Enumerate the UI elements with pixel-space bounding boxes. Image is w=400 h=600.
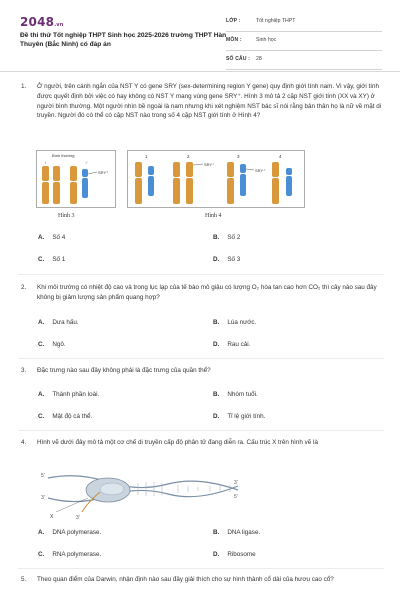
- option-b[interactable]: [213, 390, 258, 399]
- option-letter: D.: [213, 341, 220, 348]
- label-x: X: [50, 514, 54, 520]
- question-1: [18, 82, 384, 121]
- option-text: Số 4: [52, 234, 66, 241]
- fig4-number: 1: [145, 154, 148, 159]
- option-letter: B.: [213, 319, 220, 326]
- meta-label: SỐ CÂU :: [226, 56, 251, 63]
- option-letter: C.: [38, 551, 45, 558]
- option-c[interactable]: [38, 340, 66, 349]
- question-text: Khi môi trường có nhiệt độ cao và trong lục lạp của tế bào mô giậu có lượng O₂ hòa tan cao hơn CO₂ thì cây nào sau đây không bị giảm lượng sản phẩm quang hợp?: [37, 284, 377, 301]
- option-a[interactable]: [38, 318, 79, 327]
- option-c[interactable]: [38, 550, 101, 559]
- option-d[interactable]: [213, 340, 250, 349]
- svg-text:♂: ♂: [85, 160, 88, 165]
- option-d[interactable]: [213, 412, 265, 421]
- figure-3-chromosomes: [36, 150, 116, 208]
- option-letter: A.: [38, 529, 45, 536]
- option-letter: D.: [213, 413, 220, 420]
- meta-row-class: [226, 13, 382, 32]
- meta-value: Sinh học: [256, 37, 277, 44]
- option-c[interactable]: [38, 255, 65, 264]
- option-b[interactable]: [213, 233, 240, 242]
- meta-value: Tốt nghiệp THPT: [256, 18, 296, 25]
- option-d[interactable]: [213, 255, 240, 264]
- option-text: Số 3: [227, 256, 241, 263]
- option-c[interactable]: [38, 412, 92, 421]
- option-text: DNA ligase.: [227, 529, 261, 536]
- question-number: 1.: [21, 83, 27, 90]
- question-text: Theo quan điểm của Darwin, nhận định nào sau đây giải thích cho sự hình thành cổ dài của hươu cao cổ?: [37, 576, 334, 583]
- site-logo[interactable]: [20, 14, 64, 31]
- option-text: Dưa hấu.: [52, 319, 79, 326]
- label-3-right: 3': [234, 480, 238, 486]
- option-text: Số 1: [52, 256, 66, 263]
- meta-table: [226, 13, 382, 70]
- question-text: Ở người, trên cánh ngắn của NST Y có gene SRY (sex-determining region Y gene) quy định giới tính nam. Vì vậy, giới tính được quyết định bởi việc có hay không có NST Y mang vùng gene SRY⁺. Hình 3 mô tả 2 cặp NST giới tính (XX và XY) ở người bình thường. Một người nhìn bề ngoài là nam nhưng khi xét nghiệm NST bác sĩ nói rằng bản thân họ là nữ về mặt di truyền. Người đó có thể có cặp NST nào trong số 4 cặp NST giới tính ở Hình 4?: [37, 83, 382, 120]
- question-2: [18, 283, 384, 303]
- option-text: Nhóm tuổi.: [227, 391, 258, 398]
- divider: [18, 568, 384, 569]
- option-a[interactable]: [38, 233, 65, 242]
- option-text: DNA polymerase.: [52, 529, 102, 536]
- option-a[interactable]: [38, 528, 101, 537]
- question-number: 3.: [21, 367, 27, 374]
- meta-label: MÔN :: [226, 37, 242, 44]
- option-letter: C.: [38, 341, 45, 348]
- figure-transcription: [38, 468, 243, 520]
- option-d[interactable]: [213, 550, 256, 559]
- option-letter: A.: [38, 319, 45, 326]
- figure-3-caption: Hình 3: [58, 213, 75, 219]
- option-text: Mật độ cá thể.: [52, 413, 93, 420]
- option-letter: B.: [213, 529, 220, 536]
- meta-row-count: [226, 51, 382, 70]
- question-number: 5.: [21, 576, 27, 583]
- question-5: [18, 575, 384, 585]
- question-number: 4.: [21, 439, 27, 446]
- svg-text:♀: ♀: [44, 160, 47, 165]
- option-b[interactable]: [213, 528, 260, 537]
- meta-value: 28: [256, 56, 262, 63]
- fig4-sry-label: SRY⁺: [204, 162, 215, 167]
- option-letter: A.: [38, 234, 45, 241]
- fig4-number: 3: [237, 154, 240, 159]
- label-3-left: 3': [41, 495, 45, 501]
- option-text: Ngô.: [52, 341, 66, 348]
- option-text: Thành phần loài.: [52, 391, 100, 398]
- option-text: Ribosome: [227, 551, 256, 558]
- fig4-sry-label: SRY⁺: [255, 168, 266, 173]
- label-3-bottom: 3': [76, 515, 80, 520]
- question-text: Đặc trưng nào sau đây không phải là đặc trưng của quần thể?: [37, 367, 211, 374]
- option-letter: A.: [38, 391, 45, 398]
- option-letter: C.: [38, 413, 45, 420]
- fig4-number: 2: [187, 154, 190, 159]
- option-text: Tỉ lệ giới tính.: [227, 413, 266, 420]
- option-letter: B.: [213, 391, 220, 398]
- option-letter: C.: [38, 256, 45, 263]
- option-letter: D.: [213, 551, 220, 558]
- question-3: [18, 366, 384, 376]
- option-text: Lúa nước.: [227, 319, 257, 326]
- figure-4-chromosomes: [127, 150, 305, 208]
- logo-suffix: .vn: [54, 22, 64, 28]
- logo-text: 2048: [20, 15, 55, 29]
- option-a[interactable]: [38, 390, 99, 399]
- option-text: Số 2: [227, 234, 241, 241]
- label-5-right: 5': [234, 494, 238, 500]
- divider: [18, 274, 384, 275]
- option-letter: D.: [213, 256, 220, 263]
- label-5-top: 5': [41, 473, 45, 479]
- option-text: Rau cải.: [227, 341, 251, 348]
- divider: [18, 430, 384, 431]
- meta-row-subject: [226, 32, 382, 51]
- meta-label: LỚP :: [226, 18, 241, 25]
- fig3-header: Bình thường: [52, 153, 75, 158]
- option-b[interactable]: [213, 318, 256, 327]
- question-number: 2.: [21, 284, 27, 291]
- fig4-number: 4: [279, 154, 282, 159]
- document-header: [0, 0, 400, 72]
- figure-4-caption: Hình 4: [205, 213, 222, 219]
- document-title: Đề thi thử Tốt nghiệp THPT Sinh học 2025-2026 trường THPT Hàn Thuyên (Bắc Ninh) có đáp án: [20, 32, 227, 49]
- divider: [18, 358, 384, 359]
- question-4: [18, 438, 384, 448]
- option-text: RNA polymerase.: [52, 551, 102, 558]
- fig3-sry-label: SRY⁺: [98, 170, 109, 175]
- option-letter: B.: [213, 234, 220, 241]
- question-text: Hình vẽ dưới đây mô tả một cơ chế di truyền cấp độ phân tử đang diễn ra. Cấu trúc X trên hình vẽ là: [37, 439, 318, 446]
